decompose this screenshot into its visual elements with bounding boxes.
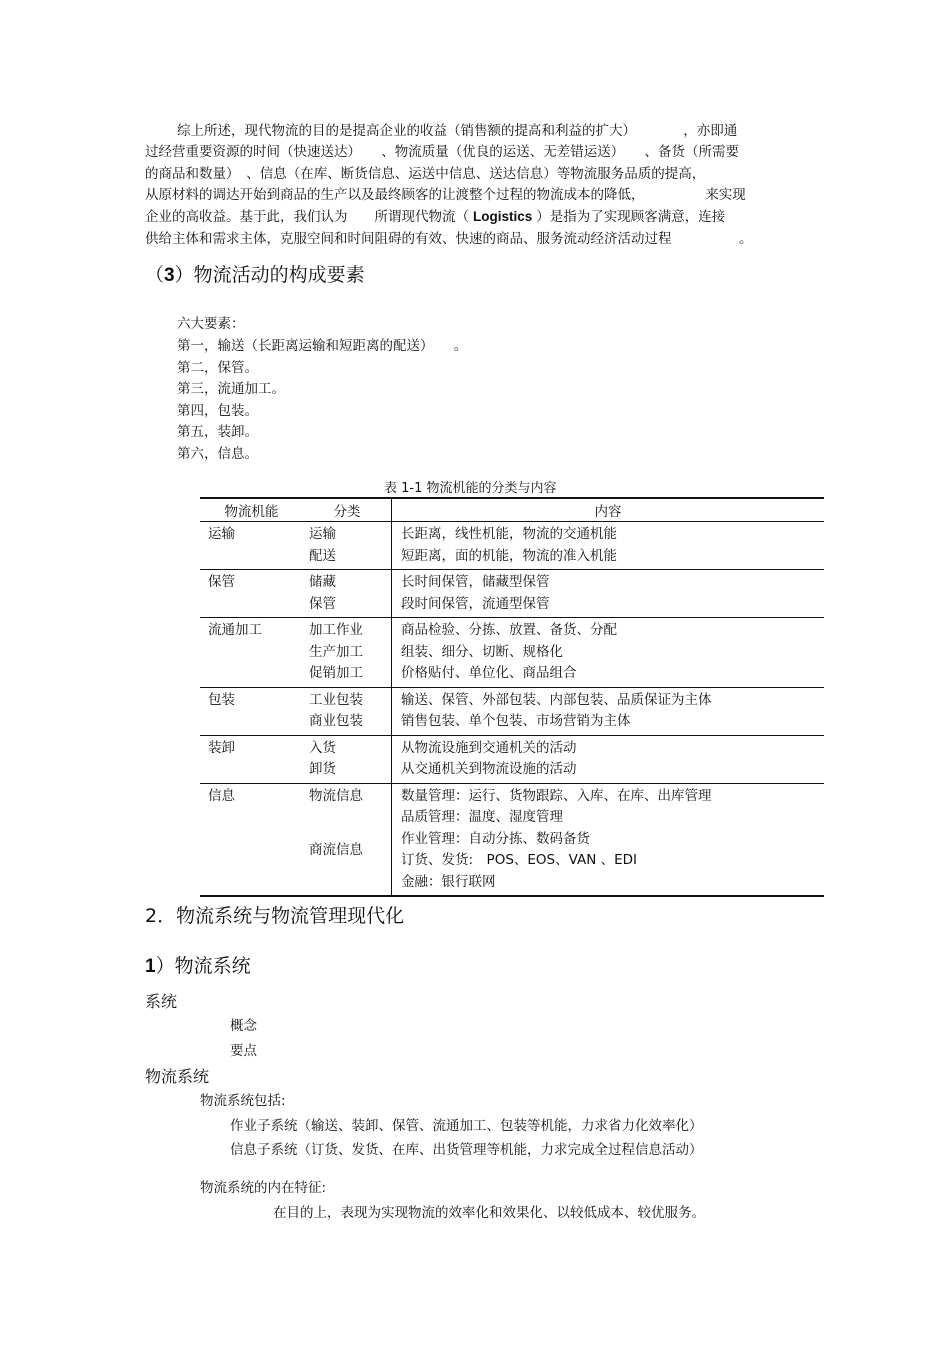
logistics-system-features-label: 物流系统的内在特征: (200, 1180, 327, 1196)
intro-logistics-term: Logistics (473, 209, 533, 224)
table-row (200, 687, 824, 735)
elements-item-1: 第一，输送（长距离运输和短距离的配送） 。 (177, 338, 468, 354)
logistics-system-include-2: 信息子系统（订货、发货、在库、出货管理等机能，力求完成全过程信息活动） (230, 1142, 703, 1158)
intro-line-5-b: ）是指为了实现顾客满意，连接 (536, 209, 726, 225)
table-row (200, 522, 824, 570)
table-cell-category: 加工作业 生产加工 促销加工 (303, 618, 392, 688)
table-caption: 表 1-1 物流机能的分类与内容 (384, 481, 557, 496)
table-cell-content: 从物流设施到交通机关的活动 从交通机关到物流设施的活动 (392, 735, 825, 783)
intro-line-5 (145, 205, 725, 225)
table-header-category: 分类 (303, 498, 392, 522)
table-row (200, 618, 824, 688)
table-cell-content: 输送、保管、外部包装、内部包装、品质保证为主体 销售包装、单个包装、市场营销为主体 (392, 687, 825, 735)
logistics-system-feature-1: 在目的上，表现为实现物流的效率化和效果化、以较低成本、较优服务。 (273, 1205, 705, 1221)
table-cell-function: 装卸 (200, 735, 303, 783)
table-cell-category: 物流信息 商流信息 (303, 783, 392, 896)
table-header-content: 内容 (392, 498, 825, 522)
logistics-system-include-1: 作业子系统（输送、装卸、保管、流通加工、包装等机能，力求省力化效率化） (230, 1118, 703, 1134)
subsection-1-number: 1 (145, 956, 156, 977)
elements-item-5: 第五，装卸。 (177, 424, 258, 440)
intro-line-4: 从原材料的调达开始到商品的生产以及最终顾客的让渡整个过程的物流成本的降低， 来实现 (145, 187, 746, 203)
elements-item-4: 第四，包装。 (177, 403, 258, 419)
table-cell-category: 储藏 保管 (303, 570, 392, 618)
intro-line-3: 的商品和数量） 、信息（在库、断货信息、运送中信息、送达信息）等物流服务品质的提高， (145, 166, 706, 182)
table-cell-category: 入货 卸货 (303, 735, 392, 783)
section-3-title: ）物流活动的构成要素 (174, 264, 365, 286)
intro-line-2: 过经营重要资源的时间（快速送达） 、物流质量（优良的运送、无差错运送） 、备货（所需要 (145, 144, 739, 160)
table-row (200, 783, 824, 896)
section-2-heading: 2．物流系统与物流管理现代化 (145, 905, 405, 927)
table-cell-function: 流通加工 (200, 618, 303, 688)
table-cell-content: 商品检验、分拣、放置、备货、分配 组装、细分、切断、规格化 价格贴付、单位化、商品组合 (392, 618, 825, 688)
system-heading: 系统 (145, 992, 178, 1011)
system-item-points: 要点 (230, 1043, 257, 1059)
table-cell-function: 信息 (200, 783, 303, 896)
logistics-system-heading: 物流系统 (145, 1067, 210, 1086)
table-row (200, 570, 824, 618)
table-cell-content: 长时间保管，储藏型保管 段时间保管，流通型保管 (392, 570, 825, 618)
subsection-1-heading (145, 951, 251, 978)
intro-line-5-a: 企业的高收益。基于此，我们认为 所谓现代物流（ (145, 209, 469, 225)
table-header-function: 物流机能 (200, 498, 303, 522)
table-cell-category: 运输 配送 (303, 522, 392, 570)
function-table (200, 497, 824, 897)
intro-line-1: 综上所述，现代物流的目的是提高企业的收益（销售额的提高和利益的扩大） ，亦即通 (177, 123, 738, 139)
elements-intro: 六大要素： (177, 316, 245, 332)
logistics-system-includes-label: 物流系统包括: (200, 1093, 286, 1109)
section-3-number: 3 (164, 265, 175, 286)
table-row (200, 735, 824, 783)
table-cell-content: 数量管理：运行、货物跟踪、入库、在库、出库管理 品质管理：温度、湿度管理 作业管理：自动分拣、数码备货 订货、发货: POS、EOS、VAN 、EDI 金融：银行联网 (392, 783, 825, 896)
table-cell-function: 包装 (200, 687, 303, 735)
table-cell-category: 工业包装 商业包装 (303, 687, 392, 735)
table-cell-content: 长距离，线性机能，物流的交通机能 短距离，面的机能，物流的准入机能 (401, 526, 617, 564)
intro-line-6: 供给主体和需求主体，克服空间和时间阻碍的有效、快速的商品、服务流动经济活动过程 。 (145, 231, 753, 247)
system-item-concept: 概念 (230, 1018, 257, 1034)
elements-item-2: 第二，保管。 (177, 360, 258, 376)
elements-item-6: 第六，信息。 (177, 446, 258, 462)
subsection-1-title: ）物流系统 (155, 955, 251, 977)
section-3-heading (145, 260, 365, 287)
section-3-open-paren: （ (145, 264, 165, 286)
table-cell-function: 保管 (200, 570, 303, 618)
table-cell-function: 运输 (208, 526, 235, 542)
elements-item-3: 第三，流通加工。 (177, 381, 285, 397)
